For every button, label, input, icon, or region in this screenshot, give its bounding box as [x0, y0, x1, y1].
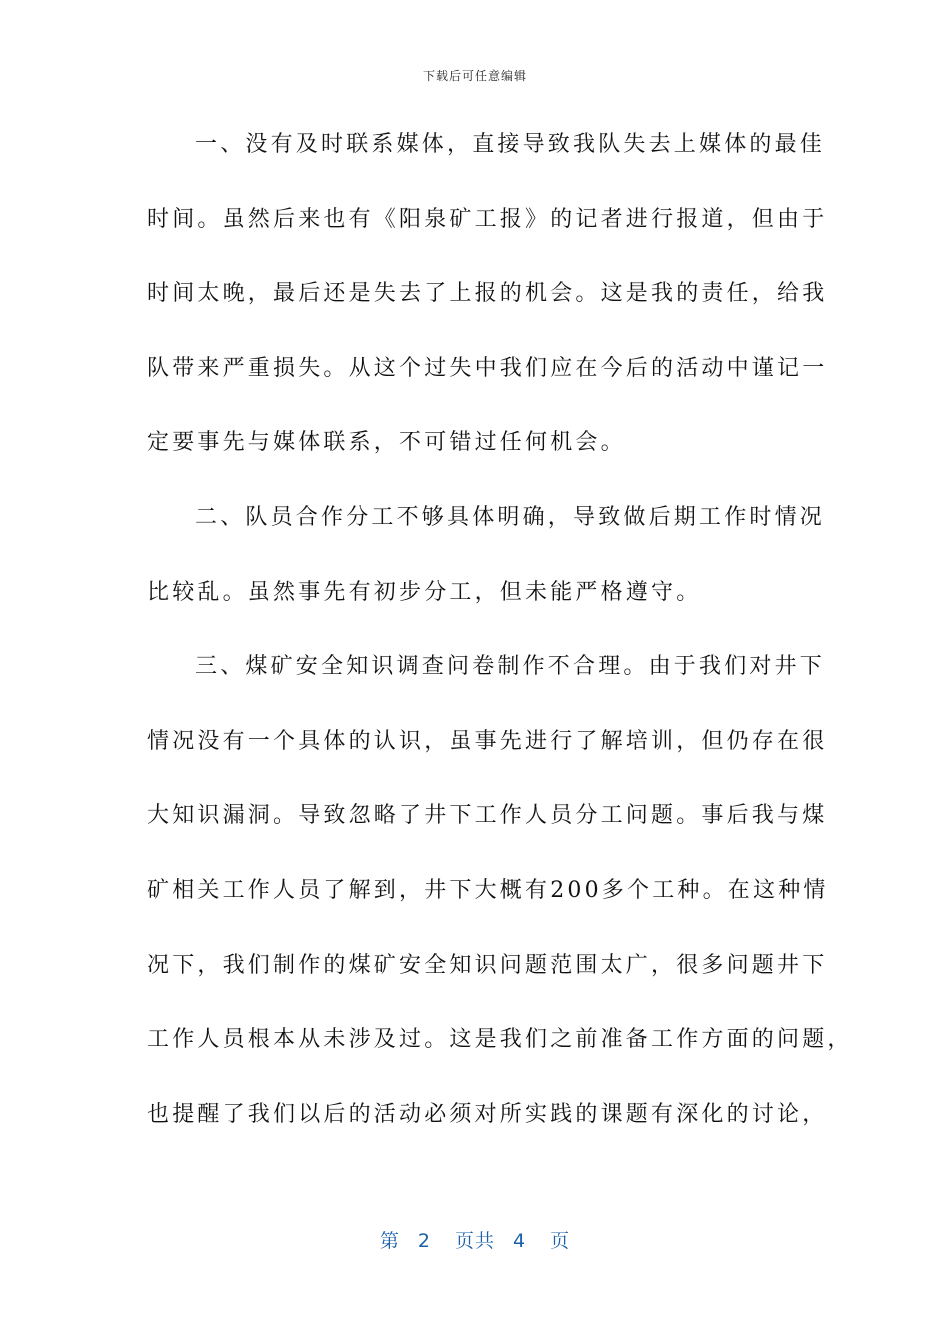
paragraph-line: 一、没有及时联系媒体，直接导致我队失去上媒体的最佳 [195, 132, 826, 157]
paragraph-line: 情况没有一个具体的认识，虽事先进行了解培训，但仍存在很 [147, 728, 828, 754]
page-footer [0, 1226, 950, 1253]
paragraph-line: 时间。虽然后来也有《阳泉矿工报》的记者进行报道，但由于 [147, 206, 828, 232]
page-header: 下载后可任意编辑 [422, 69, 527, 83]
paragraph-line: 况下，我们制作的煤矿安全知识问题范围太广，很多问题井下 [147, 952, 828, 978]
paragraph-line: 比较乱。虽然事先有初步分工，但未能严格遵守。 [147, 579, 702, 605]
footer-middle: 页共 [454, 1230, 495, 1252]
paragraph-line: 队带来严重损失。从这个过失中我们应在今后的活动中谨记一 [147, 355, 828, 381]
paragraph-line: 三、煤矿安全知识调查问卷制作不合理。由于我们对井下 [195, 654, 826, 680]
paragraph-line: 时间太晚，最后还是失去了上报的机会。这是我的责任，给我 [147, 281, 828, 307]
paragraph-line: 定要事先与媒体联系，不可错过任何机会。 [147, 430, 626, 456]
paragraph-line: 矿相关工作人员了解到，井下大概有200多个工种。在这种情 [147, 877, 829, 903]
footer-prefix: 第 [379, 1230, 400, 1252]
footer-suffix: 页 [550, 1230, 571, 1252]
footer-total-pages: 4 [513, 1230, 527, 1252]
document-body [147, 120, 853, 1164]
paragraph-line: 大知识漏洞。导致忽略了井下工作人员分工问题。事后我与煤 [147, 803, 828, 829]
paragraph-line: 工作人员根本从未涉及过。这是我们之前准备工作方面的问题， [147, 1027, 853, 1053]
footer-page-number: 2 [417, 1230, 431, 1252]
paragraph-line: 二、队员合作分工不够具体明确，导致做后期工作时情况 [195, 504, 826, 530]
paragraph-line: 也提醒了我们以后的活动必须对所实践的课题有深化的讨论， [147, 1101, 828, 1127]
